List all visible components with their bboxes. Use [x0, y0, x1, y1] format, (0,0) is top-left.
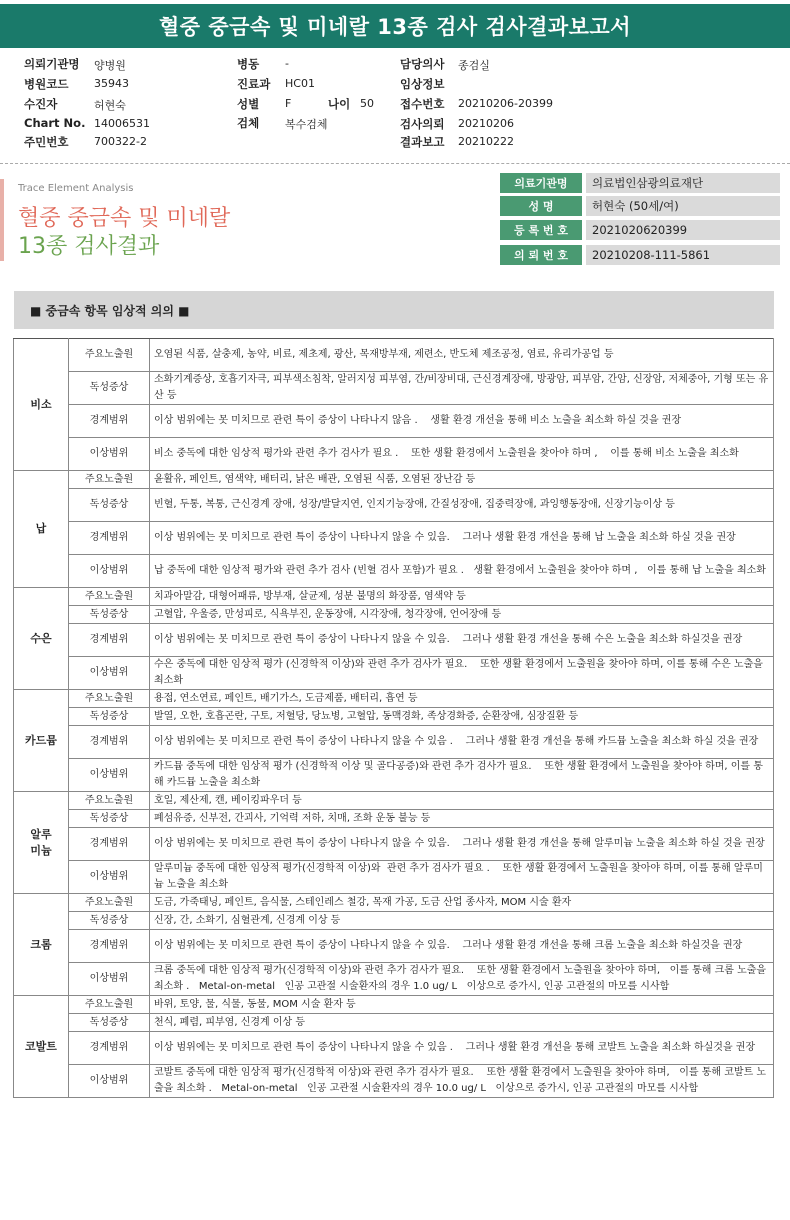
banner-subtitle: Trace Element Analysis	[18, 183, 134, 194]
info-row-institution	[500, 173, 780, 193]
category-description: 수은 중독에 대한 임상적 평가 (신경학적 이상)와 관련 추가 검사가 필요. 또한 생활 환경에서 노출원을 찾아야 하며, 이를 통해 수은 노출을 최소화	[150, 657, 774, 690]
clinical-info-label: 임상정보	[400, 77, 445, 91]
hospital-code-label: 병원코드	[24, 77, 69, 91]
table-row	[14, 996, 774, 1014]
category-label: 경계범위	[69, 624, 150, 657]
sex-label: 성별	[237, 97, 260, 111]
table-row	[14, 1065, 774, 1098]
category-label: 독성증상	[69, 606, 150, 624]
table-row	[14, 708, 774, 726]
chart-no-label: Chart No.	[24, 116, 86, 130]
department-label: 진료과	[237, 77, 271, 91]
table-row	[14, 522, 774, 555]
info-row-registration	[500, 220, 780, 240]
table-row	[14, 1032, 774, 1065]
category-description: 용접, 연소연료, 페인트, 배기가스, 도금제품, 배터리, 흡연 등	[150, 690, 774, 708]
request-date-value: 20210206	[458, 117, 514, 130]
table-row	[14, 912, 774, 930]
ward-label: 병동	[237, 57, 260, 71]
chart-no-value: 14006531	[94, 117, 150, 130]
category-label: 독성증상	[69, 1014, 150, 1032]
category-label: 독성증상	[69, 810, 150, 828]
category-label: 경계범위	[69, 522, 150, 555]
table-row	[14, 471, 774, 489]
category-description: 윤활유, 페인트, 염색약, 배터리, 낡은 배관, 오염된 식품, 오염된 장난감 등	[150, 471, 774, 489]
category-label: 경계범위	[69, 405, 150, 438]
table-row	[14, 894, 774, 912]
table-row	[14, 690, 774, 708]
category-label: 이상범위	[69, 555, 150, 588]
hospital-name-value: 양병원	[94, 59, 126, 72]
category-description: 호일, 제산제, 캔, 베이킹파우더 등	[150, 792, 774, 810]
table-row	[14, 339, 774, 372]
category-label: 주요노출원	[69, 690, 150, 708]
metal-name: 크롬	[14, 894, 69, 996]
category-description: 알루미늄 중독에 대한 임상적 평가(신경학적 이상)와 관련 추가 검사가 필요 . 또한 생활 환경에서 노출원을 찾아야 하며, 이를 통해 알루미늄 노출을 최소화	[150, 861, 774, 894]
category-label: 주요노출원	[69, 588, 150, 606]
specimen-value: 복수검체	[285, 118, 328, 131]
banner-title-line2: 13종 검사결과	[18, 234, 160, 259]
info-label: 의 뢰 번 호	[500, 245, 582, 265]
resident-no-value: 700322-2	[94, 135, 147, 148]
sex-value: F	[285, 97, 292, 110]
table-row	[14, 405, 774, 438]
category-label: 독성증상	[69, 708, 150, 726]
age-value: 50	[360, 97, 374, 110]
hospital-name-label: 의뢰기관명	[24, 57, 80, 71]
table-row	[14, 810, 774, 828]
metal-name: 코발트	[14, 996, 69, 1098]
category-description: 발열, 오한, 호흡곤란, 구토, 저혈당, 당뇨병, 고혈압, 동맥경화, 족상경화증, 순환장애, 심장질환 등	[150, 708, 774, 726]
section-title: ■ 중금속 항목 임상적 의의 ■	[14, 291, 774, 329]
category-label: 이상범위	[69, 438, 150, 471]
category-description: 고혈압, 우울증, 만성피로, 식욕부진, 운동장애, 시각장애, 청각장애, 언어장애 등	[150, 606, 774, 624]
receipt-no-label: 접수번호	[400, 97, 445, 111]
category-description: 이상 범위에는 못 미치므로 관련 특이 증상이 나타나지 않을 수 있음. 그러나 생활 환경 개선을 통해 알루미늄 노출을 최소화 하실 것을 권장	[150, 828, 774, 861]
info-label: 의료기관명	[500, 173, 582, 193]
category-label: 경계범위	[69, 828, 150, 861]
metal-name: 카드뮴	[14, 690, 69, 792]
info-row-request	[500, 245, 780, 265]
table-row	[14, 555, 774, 588]
table-row	[14, 489, 774, 522]
table-row	[14, 861, 774, 894]
category-description: 이상 범위에는 못 미치므로 관련 특이 증상이 나타나지 않을 수 있음 . 그러나 생활 환경 개선을 통해 코발트 노출을 최소화 하실것을 권장	[150, 1032, 774, 1065]
table-row	[14, 726, 774, 759]
category-label: 경계범위	[69, 726, 150, 759]
info-value: 2021020620399	[586, 220, 780, 240]
category-description: 코발트 중독에 대한 임상적 평가(신경학적 이상)와 관련 추가 검사가 필요. 또한 생활 환경에서 노출원을 찾아야 하며, 이를 통해 코발트 노출을 최소화 . Metal-on-metal 인공 고관절 시술환자의 경우 10.0 ug/ L 이상으로 증가시, 인공 고관절의 마모를 시사함	[150, 1065, 774, 1098]
category-label: 주요노출원	[69, 792, 150, 810]
category-description: 이상 범위에는 못 미치므로 관련 특이 증상이 나타나지 않을 수 있음. 그러나 생활 환경 개선을 통해 수은 노출을 최소화 하실것을 권장	[150, 624, 774, 657]
category-description: 바위, 토양, 물, 식물, 동물, MOM 시술 환자 등	[150, 996, 774, 1014]
metal-name: 비소	[14, 339, 69, 471]
report-title: 혈중 중금속 및 미네랄 13종 검사 검사결과보고서	[0, 4, 790, 48]
doctor-label: 담당의사	[400, 57, 445, 71]
info-label: 성 명	[500, 196, 582, 216]
category-description: 오염된 식품, 살충제, 농약, 비료, 제초제, 광산, 목재방부재, 제련소, 반도체 제조공정, 염료, 유리가공업 등	[150, 339, 774, 372]
header-divider	[0, 163, 790, 164]
category-label: 독성증상	[69, 372, 150, 405]
category-description: 이상 범위에는 못 미치므로 관련 특이 증상이 나타나지 않을 수 있음 . 그러나 생활 환경 개선을 통해 카드뮴 노출을 최소화 하실 것을 권장	[150, 726, 774, 759]
banner-title-line1: 혈중 중금속 및 미네랄	[18, 206, 231, 231]
metal-name: 수은	[14, 588, 69, 690]
category-description: 폐섬유증, 신부전, 간괴사, 기억력 저하, 치매, 조화 운동 불능 등	[150, 810, 774, 828]
category-label: 이상범위	[69, 1065, 150, 1098]
table-row	[14, 657, 774, 690]
table-row	[14, 606, 774, 624]
doctor-value: 종검실	[458, 59, 490, 72]
metal-name: 알루 미늄	[14, 792, 69, 894]
category-label: 독성증상	[69, 489, 150, 522]
banner-accent-bar	[0, 179, 4, 261]
info-value: 의료법인삼광의료재단	[586, 173, 780, 193]
category-description: 소화기계증상, 호흡기자극, 피부색소침착, 알러지성 피부염, 간/비장비대, 근신경계장애, 방광암, 피부암, 간암, 신장암, 저체중아, 기형 또는 유산 등	[150, 372, 774, 405]
category-description: 도금, 가죽태닝, 페인트, 음식물, 스테인레스 철강, 목재 가공, 도금 산업 종사자, MOM 시술 환자	[150, 894, 774, 912]
info-value: 허현숙 (50세/여)	[586, 196, 780, 216]
hospital-code-value: 35943	[94, 77, 129, 90]
info-value: 20210208-111-5861	[586, 245, 780, 265]
department-value: HC01	[285, 77, 315, 90]
report-date-label: 결과보고	[400, 135, 445, 149]
category-description: 신장, 간, 소화기, 심혈관계, 신경계 이상 등	[150, 912, 774, 930]
patient-value: 허현숙	[94, 99, 126, 112]
category-label: 주요노출원	[69, 996, 150, 1014]
receipt-no-value: 20210206-20399	[458, 97, 553, 110]
result-banner	[0, 169, 790, 262]
category-label: 이상범위	[69, 759, 150, 792]
table-row	[14, 759, 774, 792]
category-label: 경계범위	[69, 1032, 150, 1065]
category-description: 이상 범위에는 못 미치므로 관련 특이 증상이 나타나지 않을 수 있음. 그러나 생활 환경 개선을 통해 납 노출을 최소화 하실 것을 권장	[150, 522, 774, 555]
info-row-name	[500, 196, 780, 216]
resident-no-label: 주민번호	[24, 135, 69, 149]
age-label: 나이	[328, 97, 351, 111]
category-description: 이상 범위에는 못 미치므로 관련 특이 증상이 나타나지 않을 수 있음. 그러나 생활 환경 개선을 통해 크롬 노출을 최소화 하실것을 권장	[150, 930, 774, 963]
category-description: 비소 중독에 대한 임상적 평가와 관련 추가 검사가 필요 . 또한 생활 환경에서 노출원을 찾아야 하며 , 이를 통해 비소 노출을 최소화	[150, 438, 774, 471]
category-description: 납 중독에 대한 임상적 평가와 관련 추가 검사 (빈혈 검사 포함)가 필요 . 생활 환경에서 노출원을 찾아야 하며 , 이를 통해 납 노출을 최소화	[150, 555, 774, 588]
category-label: 주요노출원	[69, 471, 150, 489]
category-label: 경계범위	[69, 930, 150, 963]
info-label: 등 록 번 호	[500, 220, 582, 240]
category-description: 빈혈, 두통, 복통, 근신경계 장애, 성장/발달지연, 인지기능장애, 간질성장애, 집중력장애, 과잉행동장애, 신장기능이상 등	[150, 489, 774, 522]
category-label: 이상범위	[69, 963, 150, 996]
request-date-label: 검사의뢰	[400, 117, 445, 131]
heavy-metal-table	[13, 338, 774, 1098]
table-row	[14, 792, 774, 810]
category-description: 이상 범위에는 못 미치므로 관련 특이 증상이 나타나지 않음 . 생활 환경 개선을 통해 비소 노출을 최소화 하실 것을 권장	[150, 405, 774, 438]
specimen-label: 검체	[237, 116, 260, 130]
category-description: 천식, 폐렴, 피부염, 신경계 이상 등	[150, 1014, 774, 1032]
table-row	[14, 930, 774, 963]
report-date-value: 20210222	[458, 135, 514, 148]
table-row	[14, 828, 774, 861]
category-description: 카드뮴 중독에 대한 임상적 평가 (신경학적 이상 및 골다공증)와 관련 추가 검사가 필요. 또한 생활 환경에서 노출원을 찾아야 하며, 이를 통해 카드뮴 노출을 최소화	[150, 759, 774, 792]
category-description: 크롬 중독에 대한 임상적 평가(신경학적 이상)와 관련 추가 검사가 필요. 또한 생활 환경에서 노출원을 찾아야 하며, 이를 통해 크롬 노출을 최소화 . Metal-on-metal 인공 고관절 시술환자의 경우 1.0 ug/ L 이상으로 증가시, 인공 고관절의 마모를 시사함	[150, 963, 774, 996]
table-row	[14, 624, 774, 657]
category-label: 이상범위	[69, 861, 150, 894]
table-row	[14, 372, 774, 405]
patient-label: 수진자	[24, 97, 58, 111]
category-label: 주요노출원	[69, 339, 150, 372]
category-description: 치과아말감, 대형어패류, 방부재, 살균제, 성분 불명의 화장품, 염색약 등	[150, 588, 774, 606]
category-label: 이상범위	[69, 657, 150, 690]
metal-name: 납	[14, 471, 69, 588]
category-label: 독성증상	[69, 912, 150, 930]
table-row	[14, 963, 774, 996]
category-label: 주요노출원	[69, 894, 150, 912]
table-row	[14, 438, 774, 471]
table-row	[14, 1014, 774, 1032]
ward-value: -	[285, 57, 289, 70]
table-row	[14, 588, 774, 606]
